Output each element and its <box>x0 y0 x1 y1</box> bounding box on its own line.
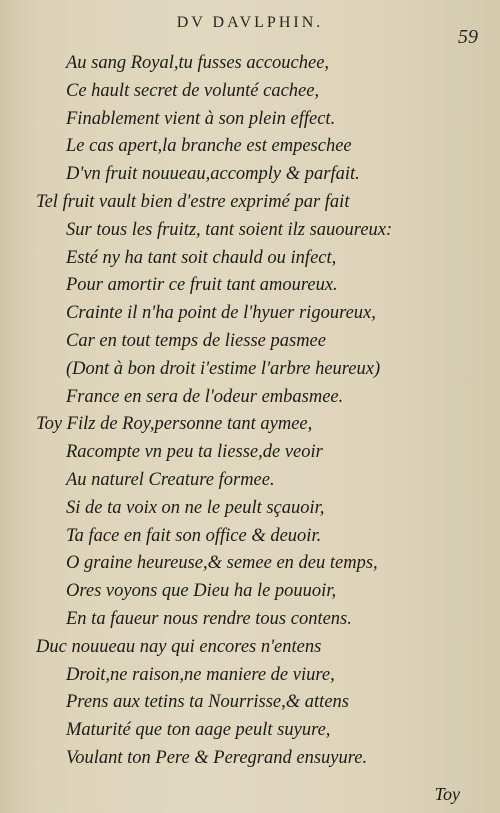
verse-line: Au sang Royal,tu fusses accouchee, <box>66 53 330 73</box>
verse-line: Ta face en fait son office & deuoir. <box>66 525 322 546</box>
verse-line: Toy Filz de Roy,personne tant aymee, <box>36 414 313 435</box>
verse-line: Si de ta voix on ne le peult sçauoir, <box>66 497 325 518</box>
verse-line: Crainte il n'ha point de l'hyuer rigoureux, <box>66 303 376 324</box>
verse-line: Droit,ne raison,ne maniere de viure, <box>66 664 335 685</box>
verse-line: Ores voyons que Dieu ha le pouuoir, <box>66 581 337 602</box>
verse-line: Maturité que ton aage peult suyure, <box>66 720 331 741</box>
verse-line: Finablement vient à son plein effect. <box>66 108 336 129</box>
verse-line: Car en tout temps de liesse pasmee <box>66 330 326 351</box>
verse-line: Prens aux tetins ta Nourrisse,& attens <box>66 692 349 713</box>
verse-line: Le cas apert,la branche est empeschee <box>66 136 352 157</box>
verse-line: Tel fruit vault bien d'estre exprimé par fait <box>36 191 350 212</box>
verse-line: Esté ny ha tant soit chauld ou infect, <box>66 247 337 268</box>
poem-verses <box>36 50 480 773</box>
verse-line: (Dont à bon droit i'estime l'arbre heureux) <box>66 358 381 379</box>
page-number: 59 <box>458 26 478 48</box>
verse-line: Au naturel Creature formee. <box>66 469 275 490</box>
verse-line: O graine heureuse,& semee en deu temps, <box>66 553 378 574</box>
catchword: Toy <box>434 784 460 804</box>
verse-line: En ta faueur nous rendre tous contens. <box>66 608 352 629</box>
verse-line: Racompte vn peu ta liesse,de veoir <box>66 442 323 463</box>
verse-line: Pour amortir ce fruit tant amoureux. <box>66 275 338 296</box>
verse-line: Voulant ton Pere & Peregrand ensuyure. <box>66 747 368 768</box>
verse-line: Sur tous les fruitz, tant soient ilz sauoureux: <box>66 219 393 240</box>
verse-line: France en sera de l'odeur embasmee. <box>66 386 344 407</box>
verse-line: Duc nouueau nay qui encores n'entens <box>36 636 322 657</box>
verse-line: Ce hault secret de volunté cachee, <box>66 80 320 101</box>
verse-line: D'vn fruit nouueau,accomply & parfait. <box>66 164 360 185</box>
running-head: DV DAVLPHIN. <box>176 14 324 31</box>
